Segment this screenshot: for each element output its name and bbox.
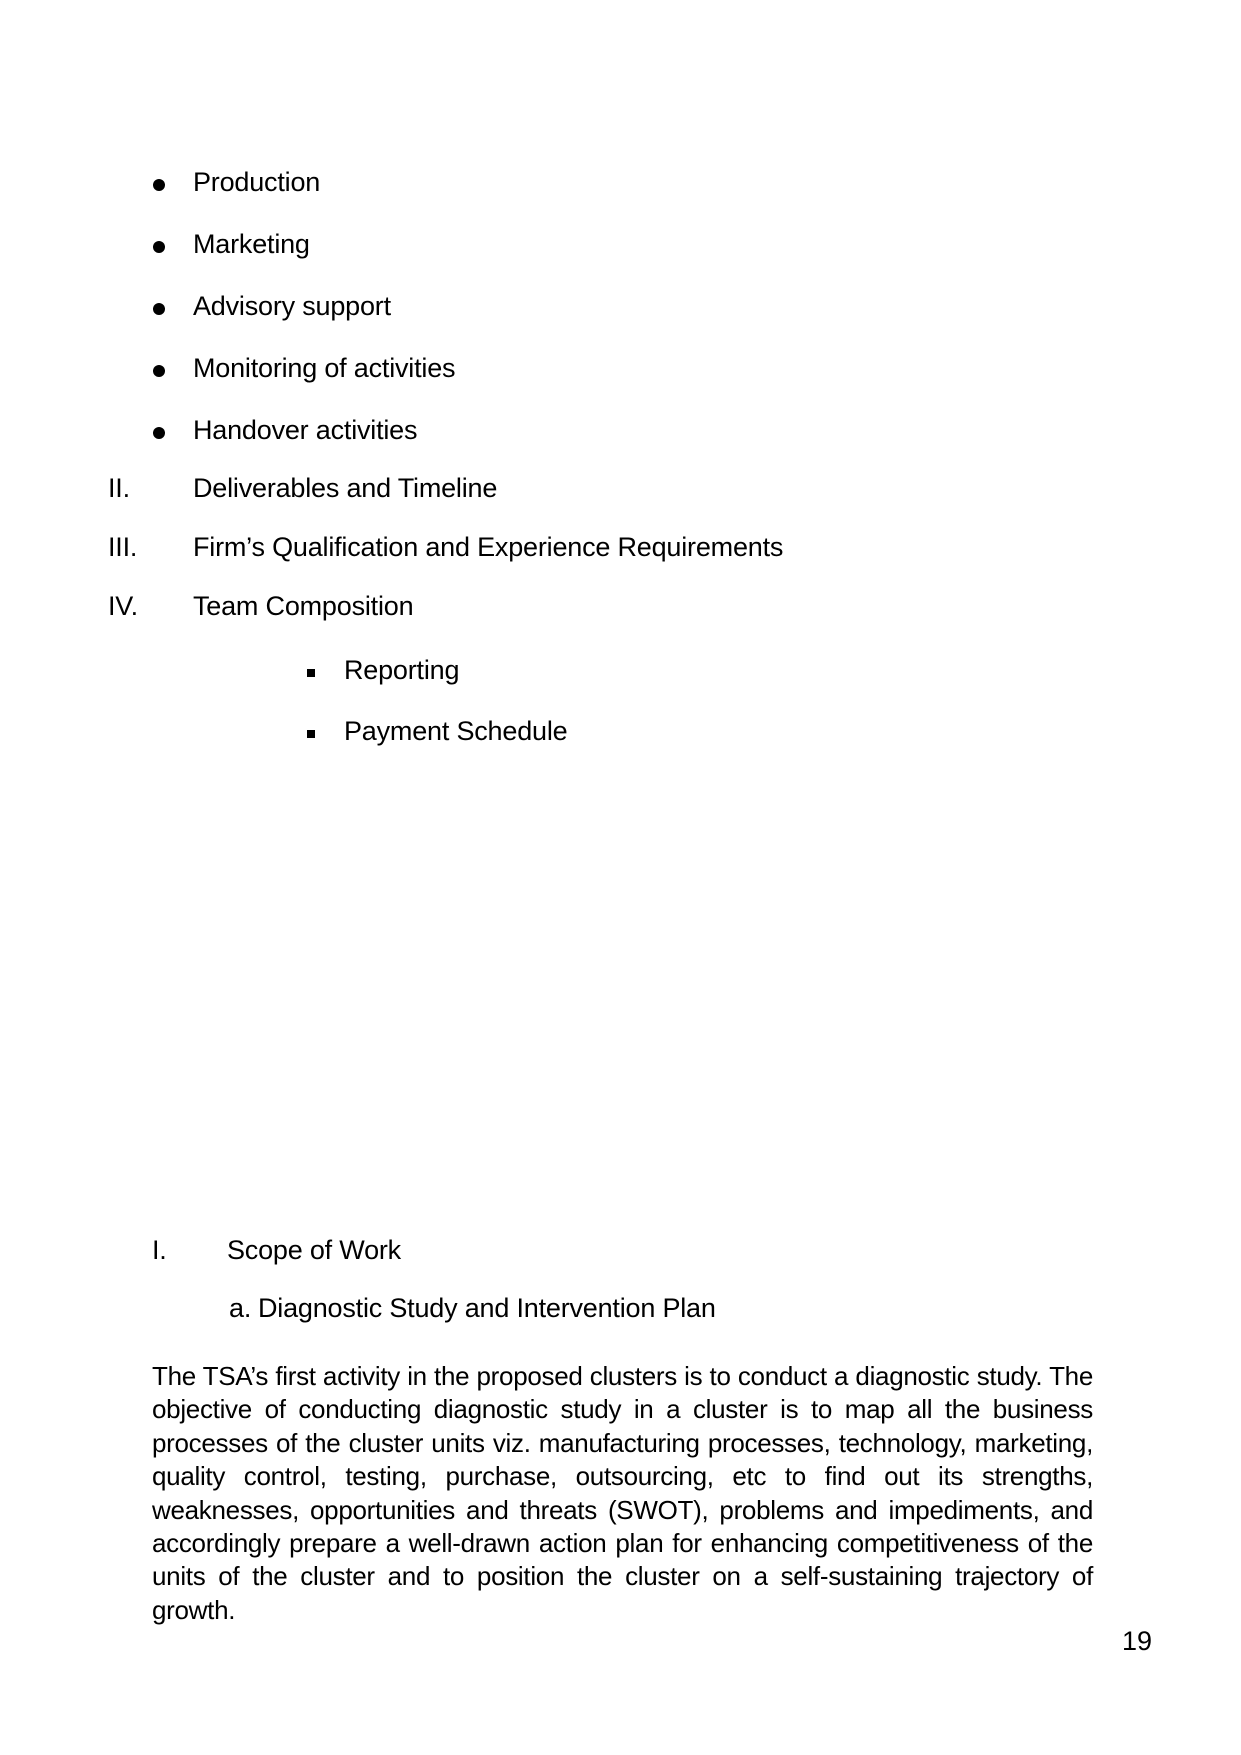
bullet-icon	[153, 179, 165, 191]
square-bullet-icon	[307, 669, 315, 677]
subsection-title: Diagnostic Study and Intervention Plan	[258, 1293, 716, 1323]
bullet-item-label: Advisory support	[193, 291, 391, 321]
bullet-icon	[153, 303, 165, 315]
square-list-item	[0, 657, 1241, 691]
numbered-item-label: Deliverables and Timeline	[193, 473, 498, 503]
list-item-numeral: II.	[108, 473, 130, 503]
square-bullet-icon	[307, 730, 315, 738]
bullet-item-label: Monitoring of activities	[193, 353, 456, 383]
bullet-icon	[153, 365, 165, 377]
numbered-item-label: Team Composition	[193, 591, 414, 621]
square-list-item	[0, 718, 1241, 752]
numbered-list-item	[0, 534, 1241, 568]
bullet-list-item	[0, 355, 1241, 389]
bullet-icon	[153, 427, 165, 439]
square-item-label: Payment Schedule	[344, 716, 568, 746]
bullet-list-item	[0, 417, 1241, 451]
bullet-icon	[153, 241, 165, 253]
list-item-numeral: III.	[108, 532, 138, 562]
bullet-item-label: Handover activities	[193, 415, 418, 445]
subsection-letter: a.	[229, 1293, 252, 1323]
list-item-numeral: IV.	[108, 591, 138, 621]
numbered-item-label: Firm’s Qualification and Experience Requirements	[193, 532, 784, 562]
bullet-list-item	[0, 293, 1241, 327]
bullet-list-item	[0, 169, 1241, 203]
body-paragraph: The TSA’s first activity in the proposed clusters is to conduct a diagnostic study. The objective of conducting diagnostic study in a cluster is to map all the business processes of the cluster units viz. manufacturing processes, technology, marketing, quality control, testing, purchase, outsourcing, etc to find out its strengths, weaknesses, opportunities and threats (SWOT), problems and impediments, and accordingly prepare a well-drawn action plan for enhancing competitiveness of the units of the cluster and to position the cluster on a self-sustaining trajectory of growth.	[152, 1361, 1093, 1625]
square-item-label: Reporting	[344, 655, 460, 685]
bullet-item-label: Marketing	[193, 229, 310, 259]
subsection-heading	[0, 1295, 1241, 1329]
section-heading	[0, 1237, 1241, 1271]
bullet-item-label: Production	[193, 167, 321, 197]
numbered-list-item	[0, 593, 1241, 627]
section-title: Scope of Work	[227, 1235, 401, 1265]
numbered-list-item	[0, 475, 1241, 509]
bullet-list-item	[0, 231, 1241, 265]
page-number: 19	[1122, 1626, 1153, 1656]
section-numeral: I.	[152, 1235, 167, 1265]
